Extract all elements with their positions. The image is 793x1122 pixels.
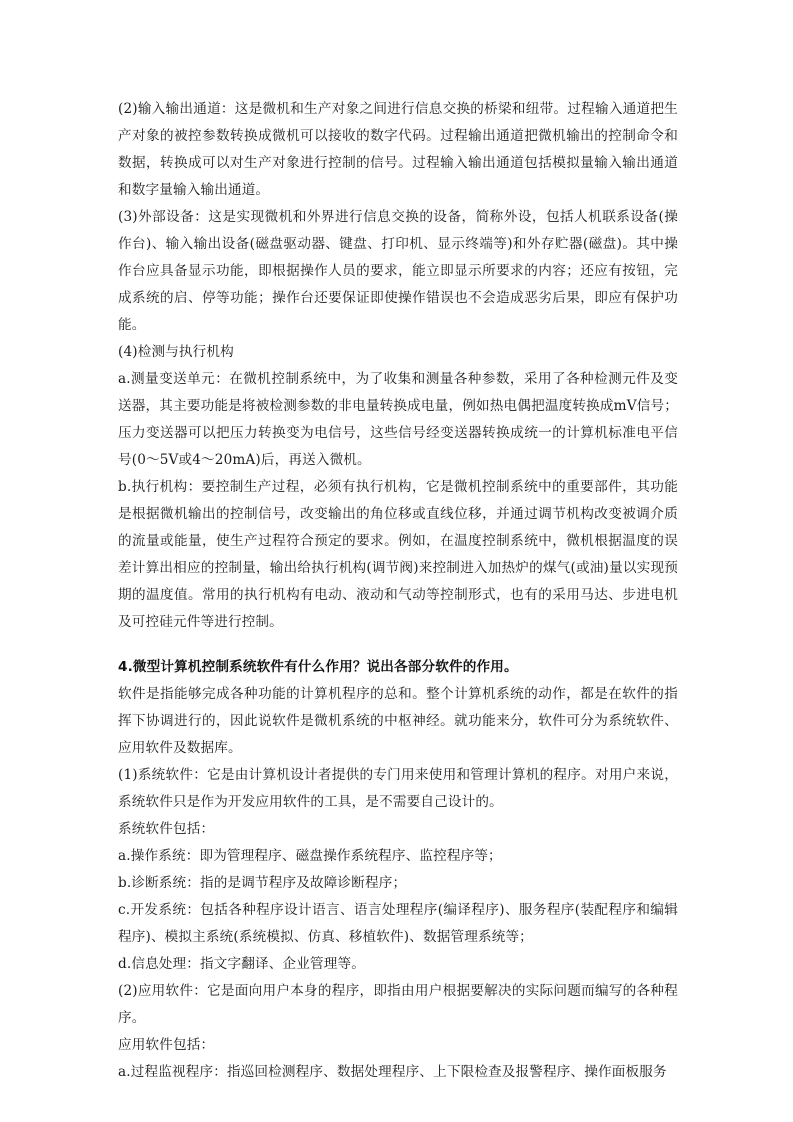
paragraph-io-channel: (2)输入输出通道：这是微机和生产对象之间进行信息交换的桥梁和纽带。过程输入通道把生产对象的被控参数转换成微机可以接收的数字代码。过程输出通道把微机输出的控制命令和数据，转换成可以对生产对象进行控制的信号。过程输入输出通道包括模拟量输入输出通道和数字量输入输出通道。 xyxy=(118,101,678,198)
list-item-development-system: c.开发系统：包括各种程序设计语言、语言处理程序(编译程序)、服务程序(装配程序和编辑程序)、模拟主系统(系统模拟、仿真、移植软件)、数据管理系统等； xyxy=(118,902,678,945)
list-item-information-processing: d.信息处理：指文字翻译、企业管理等。 xyxy=(118,956,365,972)
paragraph-actuator: b.执行机构：要控制生产过程，必须有执行机构，它是微机控制系统中的重要部件，其功能是根据微机输出的控制信号，改变输出的角位移或直线位移，并通过调节机构改变被调介质的流量或能量，使生产过程符合预定的要求。例如，在温度控制系统中，微机根据温度的误差计算出相应的控制量，输出给执行机构(调节阀)来控制进入加热炉的煤气(或油)量以实现预期的温度值。常用的执行机构有电动、液动和气动等控制形式，也有的采用马达、步进电机及可控硅元件等进行控制。 xyxy=(118,479,678,630)
document-page xyxy=(118,96,678,1086)
list-item-operating-system: a.操作系统：即为管理程序、磁盘操作系统程序、监控程序等； xyxy=(118,848,502,864)
list-item-diagnostic-system: b.诊断系统：指的是调节程序及故障诊断程序； xyxy=(118,875,407,891)
paragraph-detection-heading: (4)检测与执行机构 xyxy=(118,344,234,360)
paragraph-software-intro: 软件是指能够完成各种功能的计算机程序的总和。整个计算机系统的动作，都是在软件的指挥下协调进行的，因此说软件是微机系统的中枢神经。就功能来分，软件可分为系统软件、应用软件及数据库。 xyxy=(118,686,678,756)
paragraph-system-software-includes: 系统软件包括： xyxy=(118,821,215,837)
question-heading: 4.微型计算机控制系统软件有什么作用？说出各部分软件的作用。 xyxy=(118,659,518,675)
paragraph-peripheral-devices: (3)外部设备：这是实现微机和外界进行信息交换的设备，简称外设，包括人机联系设备(操作台)、输入输出设备(磁盘驱动器、键盘、打印机、显示终端等)和外存贮器(磁盘)。其中操作台应具备显示功能，即根据操作人员的要求，能立即显示所要求的内容；还应有按钮，完成系统的启、停等功能；操作台还要保证即使操作错误也不会造成恶劣后果，即应有保护功能。 xyxy=(118,209,678,333)
paragraph-measurement-transmitter: a.测量变送单元：在微机控制系统中，为了收集和测量各种参数，采用了各种检测元件及变送器，其主要功能是将被检测参数的非电量转换成电量，例如热电偶把温度转换成mV信号；压力变送器可以把压力转换变为电信号，这些信号经变送器转换成统一的计算机标准电平信号(0～5V或4～20mA)后，再送入微机。 xyxy=(118,371,678,468)
paragraph-application-software-includes: 应用软件包括： xyxy=(118,1037,215,1053)
paragraph-application-software: (2)应用软件：它是面向用户本身的程序，即指由用户根据要解决的实际问题而编写的各种程序。 xyxy=(118,983,678,1026)
list-item-process-monitoring: a.过程监视程序：指巡回检测程序、数据处理程序、上下限检查及报警程序、操作面板服务 xyxy=(118,1064,667,1080)
paragraph-system-software: (1)系统软件：它是由计算机设计者提供的专门用来使用和管理计算机的程序。对用户来说，系统软件只是作为开发应用软件的工具，是不需要自己设计的。 xyxy=(118,767,678,810)
